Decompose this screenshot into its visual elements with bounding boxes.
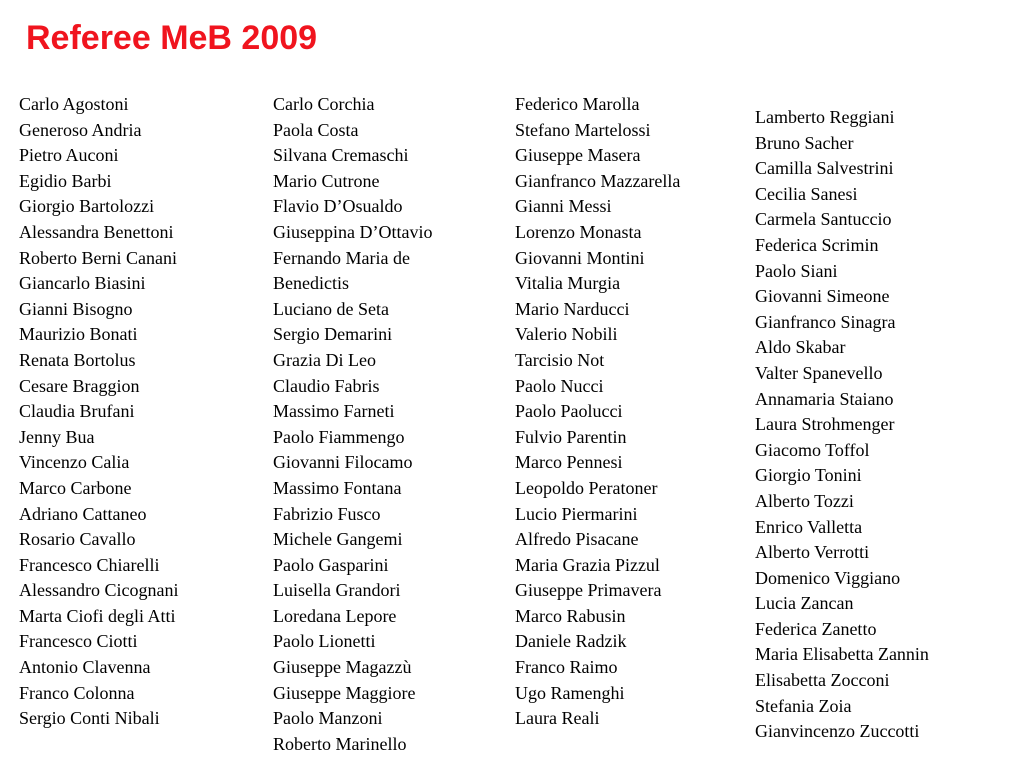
referee-name: Adriano Cattaneo xyxy=(19,503,147,524)
referee-name: Marco Rabusin xyxy=(515,605,626,626)
referee-name: Elisabetta Zocconi xyxy=(755,670,890,691)
referee-name: Massimo Farneti xyxy=(273,401,395,422)
referee-name: Domenico Viggiano xyxy=(755,567,901,588)
referee-name: Giacomo Toffol xyxy=(755,439,870,460)
referee-name: Jenny Bua xyxy=(19,426,95,447)
referee-name: Cesare Braggion xyxy=(19,375,140,396)
referee-name: Carmela Santuccio xyxy=(755,209,892,230)
referee-name: Giorgio Tonini xyxy=(755,465,862,486)
referee-name: Pietro Auconi xyxy=(19,145,119,166)
referee-name: Bruno Sacher xyxy=(755,132,854,153)
referee-name: Carlo Agostoni xyxy=(19,94,129,114)
referee-name: Benedictis xyxy=(273,273,349,294)
referee-column-4 xyxy=(755,105,929,745)
referee-name: Massimo Fontana xyxy=(273,477,402,498)
referee-name: Giuseppe Maggiore xyxy=(273,682,416,703)
referee-name: Generoso Andria xyxy=(19,119,142,140)
referee-name: Lucio Piermarini xyxy=(515,503,638,524)
referee-name: Federico Marolla xyxy=(515,94,640,114)
referee-name: Aldo Skabar xyxy=(755,337,846,358)
referee-name: Vitalia Murgia xyxy=(515,273,621,294)
referee-name: Carlo Corchia xyxy=(273,94,375,114)
referee-name: Stefano Martelossi xyxy=(515,119,651,140)
referee-name: Grazia Di Leo xyxy=(273,349,376,370)
referee-name: Federica Zanetto xyxy=(755,618,877,639)
referee-name: Roberto Marinello xyxy=(273,733,407,754)
referee-name: Loredana Lepore xyxy=(273,605,397,626)
referee-name: Paolo Siani xyxy=(755,260,838,281)
referee-name: Fulvio Parentin xyxy=(515,426,627,447)
referee-name: Paola Costa xyxy=(273,119,359,140)
referee-name: Valter Spanevello xyxy=(755,362,883,383)
referee-name: Leopoldo Peratoner xyxy=(515,477,658,498)
referee-name: Lorenzo Monasta xyxy=(515,221,642,242)
referee-name: Luisella Grandori xyxy=(273,580,401,601)
referee-name: Giovanni Simeone xyxy=(755,286,890,307)
referee-name: Annamaria Staiano xyxy=(755,388,894,409)
referee-name: Claudia Brufani xyxy=(19,401,135,422)
referee-name: Daniele Radzik xyxy=(515,631,627,652)
referee-name: Valerio Nobili xyxy=(515,324,618,345)
referee-name: Giancarlo Biasini xyxy=(19,273,146,294)
referee-name: Luciano de Seta xyxy=(273,298,389,319)
referee-name: Tarcisio Not xyxy=(515,349,605,370)
referee-name: Flavio D’Osualdo xyxy=(273,196,403,217)
referee-name: Gianni Bisogno xyxy=(19,298,133,319)
referee-name: Giuseppina D’Ottavio xyxy=(273,221,433,242)
referee-name: Maurizio Bonati xyxy=(19,324,138,345)
referee-name: Sergio Conti Nibali xyxy=(19,708,160,729)
referee-name: Lucia Zancan xyxy=(755,593,854,614)
referee-name: Michele Gangemi xyxy=(273,529,403,550)
referee-name: Lamberto Reggiani xyxy=(755,107,895,127)
referee-name: Mario Narducci xyxy=(515,298,630,319)
referee-name: Alberto Verrotti xyxy=(755,542,870,563)
referee-name: Laura Strohmenger xyxy=(755,414,895,435)
referee-name: Giovanni Montini xyxy=(515,247,645,268)
referee-name: Claudio Fabris xyxy=(273,375,380,396)
referee-name: Marco Carbone xyxy=(19,477,132,498)
referee-name: Ugo Ramenghi xyxy=(515,682,625,703)
referee-name: Federica Scrimin xyxy=(755,234,879,255)
referee-name: Giovanni Filocamo xyxy=(273,452,413,473)
referee-name: Francesco Ciotti xyxy=(19,631,138,652)
referee-name: Cecilia Sanesi xyxy=(755,183,858,204)
referee-name: Maria Grazia Pizzul xyxy=(515,554,660,575)
referee-name: Silvana Cremaschi xyxy=(273,145,409,166)
referee-name: Alberto Tozzi xyxy=(755,490,854,511)
referee-name: Camilla Salvestrini xyxy=(755,158,894,179)
referee-name: Maria Elisabetta Zannin xyxy=(755,644,929,665)
referee-name: Alessandra Benettoni xyxy=(19,221,174,242)
referee-name: Paolo Gasparini xyxy=(273,554,389,575)
referee-name: Paolo Nucci xyxy=(515,375,604,396)
referee-name: Paolo Paolucci xyxy=(515,401,623,422)
referee-name: Enrico Valletta xyxy=(755,516,863,537)
referee-name: Stefania Zoia xyxy=(755,695,852,716)
referee-name: Alessandro Cicognani xyxy=(19,580,179,601)
referee-name: Paolo Lionetti xyxy=(273,631,376,652)
referee-name: Francesco Chiarelli xyxy=(19,554,160,575)
referee-name: Giorgio Bartolozzi xyxy=(19,196,155,217)
referee-name: Gianvincenzo Zuccotti xyxy=(755,721,920,742)
referee-name: Laura Reali xyxy=(515,708,600,729)
referee-name: Antonio Clavenna xyxy=(19,657,151,678)
referee-column-1 xyxy=(19,92,178,732)
referee-name: Giuseppe Magazzù xyxy=(273,657,412,678)
referee-name: Marco Pennesi xyxy=(515,452,623,473)
referee-name: Gianfranco Mazzarella xyxy=(515,170,681,191)
referee-name: Roberto Berni Canani xyxy=(19,247,177,268)
referee-name: Renata Bortolus xyxy=(19,349,136,370)
referee-name: Paolo Manzoni xyxy=(273,708,383,729)
referee-name: Mario Cutrone xyxy=(273,170,380,191)
referee-name: Gianni Messi xyxy=(515,196,612,217)
referee-name: Rosario Cavallo xyxy=(19,529,136,550)
referee-column-2 xyxy=(273,92,432,757)
page-title: Referee MeB 2009 xyxy=(26,19,318,57)
referee-name: Giuseppe Primavera xyxy=(515,580,662,601)
referee-column-3 xyxy=(515,92,680,732)
referee-name: Paolo Fiammengo xyxy=(273,426,405,447)
referee-name: Sergio Demarini xyxy=(273,324,393,345)
referee-name: Marta Ciofi degli Atti xyxy=(19,605,176,626)
referee-name: Giuseppe Masera xyxy=(515,145,641,166)
referee-name: Franco Raimo xyxy=(515,657,618,678)
referee-name: Franco Colonna xyxy=(19,682,135,703)
referee-name: Alfredo Pisacane xyxy=(515,529,639,550)
referee-name: Fabrizio Fusco xyxy=(273,503,381,524)
referee-name: Fernando Maria de xyxy=(273,247,410,268)
referee-name: Egidio Barbi xyxy=(19,170,112,191)
referee-name: Vincenzo Calia xyxy=(19,452,130,473)
referee-name: Gianfranco Sinagra xyxy=(755,311,896,332)
